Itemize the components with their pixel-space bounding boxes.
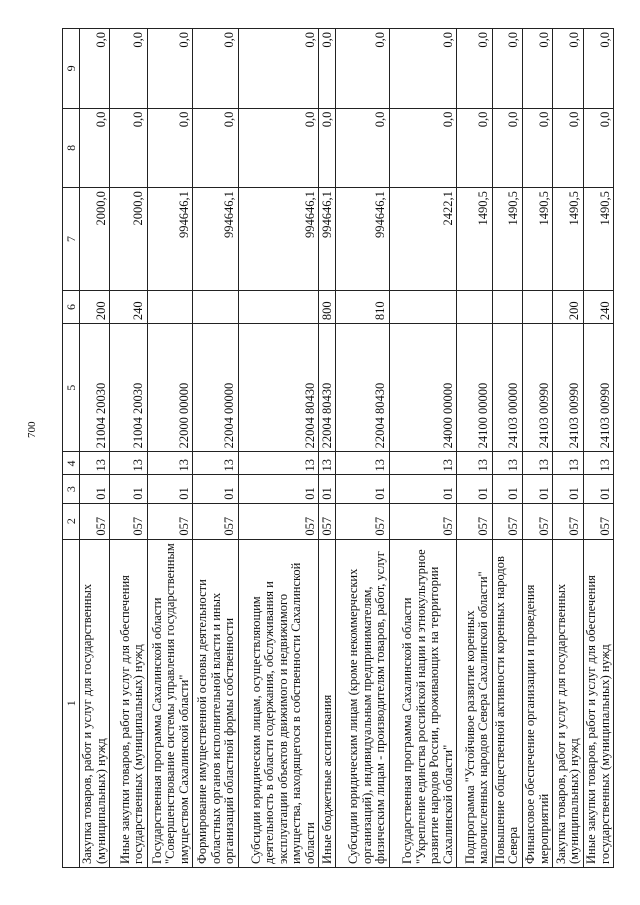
col-4: 13	[389, 452, 457, 475]
col-7: 2422,1	[389, 188, 457, 291]
header-cell: 9	[63, 29, 80, 109]
col-8: 0,0	[389, 108, 457, 188]
col-9: 0,0	[110, 29, 147, 109]
col-2: 057	[147, 503, 192, 539]
col-8: 0,0	[319, 108, 336, 188]
col-2: 057	[80, 503, 110, 539]
row-name: Субсидии юридическим лицам, осуществляющим деятельность в области содержания, обслуживания и эксплуатации объектов движимого и недвижимого имущества, находящегося в собственности Сахалинской области	[238, 539, 319, 867]
col-2: 057	[492, 503, 522, 539]
col-8: 0,0	[193, 108, 238, 188]
budget-table	[62, 28, 614, 868]
col-8: 0,0	[583, 108, 613, 188]
col-4: 13	[583, 452, 613, 475]
col-9: 0,0	[492, 29, 522, 109]
col-3: 01	[553, 475, 583, 503]
header-cell: 8	[63, 108, 80, 188]
col-2: 057	[457, 503, 492, 539]
row-name: Иные закупки товаров, работ и услуг для обеспечения государственных (муниципальных) нужд	[583, 539, 613, 867]
col-4: 13	[319, 452, 336, 475]
col-7: 994646,1	[238, 188, 319, 291]
col-9: 0,0	[238, 29, 319, 109]
table-row	[457, 29, 492, 868]
row-name: Иные закупки товаров, работ и услуг для обеспечения государственных (муниципальных) нужд	[110, 539, 147, 867]
row-name: Подпрограмма "Устойчивое развитие коренных малочисленных народов Севера Сахалинской области"	[457, 539, 492, 867]
col-9: 0,0	[147, 29, 192, 109]
header-cell: 4	[63, 452, 80, 475]
header-cell: 6	[63, 290, 80, 323]
col-5: 21004 20030	[80, 324, 110, 452]
table-row	[147, 29, 192, 868]
col-5: 22004 80430	[238, 324, 319, 452]
col-3: 01	[492, 475, 522, 503]
col-4: 13	[193, 452, 238, 475]
col-6	[389, 290, 457, 323]
col-3: 01	[389, 475, 457, 503]
col-5: 22004 00000	[193, 324, 238, 452]
col-3: 01	[522, 475, 552, 503]
page-number: 700	[26, 421, 38, 438]
col-6	[238, 290, 319, 323]
col-7: 994646,1	[319, 188, 336, 291]
col-3: 01	[147, 475, 192, 503]
row-name: Формирование имущественной основы деятельности областных органов исполнительной власти и иных организаций областной формы собственности	[193, 539, 238, 867]
row-name: Повышение общественной активности коренных народов Севера	[492, 539, 522, 867]
col-2: 057	[389, 503, 457, 539]
row-name: Закупка товаров, работ и услуг для государственных (муниципальных) нужд	[80, 539, 110, 867]
col-8: 0,0	[238, 108, 319, 188]
col-6: 810	[336, 290, 390, 323]
col-7: 1490,5	[492, 188, 522, 291]
table-row	[80, 29, 110, 868]
col-9: 0,0	[319, 29, 336, 109]
col-5: 24103 00000	[492, 324, 522, 452]
row-name: Субсидии юридическим лицам (кроме некоммерческих организаций), индивидуальным предпринимателям, физическим лицам - производителям товаров, работ, услуг	[336, 539, 390, 867]
col-7: 1490,5	[522, 188, 552, 291]
col-2: 057	[583, 503, 613, 539]
header-cell: 5	[63, 324, 80, 452]
col-6	[522, 290, 552, 323]
col-6	[147, 290, 192, 323]
col-3: 01	[583, 475, 613, 503]
table-row	[583, 29, 613, 868]
col-7: 2000,0	[110, 188, 147, 291]
col-9: 0,0	[193, 29, 238, 109]
table-row	[553, 29, 583, 868]
col-8: 0,0	[147, 108, 192, 188]
row-name: Государственная программа Сахалинской области "Укрепление единства российской нации и этнокультурное развитие народов России, проживающих на территории Сахалинской области"	[389, 539, 457, 867]
col-3: 01	[319, 475, 336, 503]
col-4: 13	[238, 452, 319, 475]
header-cell: 3	[63, 475, 80, 503]
table-row	[492, 29, 522, 868]
col-3: 01	[238, 475, 319, 503]
col-2: 057	[110, 503, 147, 539]
col-9: 0,0	[80, 29, 110, 109]
col-6	[193, 290, 238, 323]
table-row	[319, 29, 336, 868]
col-6: 800	[319, 290, 336, 323]
col-5: 24103 00990	[553, 324, 583, 452]
col-2: 057	[193, 503, 238, 539]
table-row	[336, 29, 390, 868]
col-7: 994646,1	[147, 188, 192, 291]
col-2: 057	[336, 503, 390, 539]
col-5: 21004 20030	[110, 324, 147, 452]
col-9: 0,0	[457, 29, 492, 109]
col-4: 13	[147, 452, 192, 475]
col-3: 01	[110, 475, 147, 503]
col-5: 24103 00990	[522, 324, 552, 452]
col-7: 1490,5	[457, 188, 492, 291]
col-4: 13	[492, 452, 522, 475]
col-2: 057	[553, 503, 583, 539]
col-5: 22004 80430	[336, 324, 390, 452]
col-8: 0,0	[553, 108, 583, 188]
rotated-page	[62, 28, 614, 868]
header-row	[63, 29, 80, 868]
col-5: 24103 00990	[583, 324, 613, 452]
col-6	[492, 290, 522, 323]
col-9: 0,0	[336, 29, 390, 109]
col-9: 0,0	[553, 29, 583, 109]
row-name: Финансовое обеспечение организации и проведения мероприятий	[522, 539, 552, 867]
col-4: 13	[457, 452, 492, 475]
col-9: 0,0	[389, 29, 457, 109]
col-6: 240	[110, 290, 147, 323]
col-8: 0,0	[457, 108, 492, 188]
col-6: 200	[553, 290, 583, 323]
col-3: 01	[336, 475, 390, 503]
col-8: 0,0	[336, 108, 390, 188]
table-body	[80, 29, 614, 868]
col-7: 1490,5	[553, 188, 583, 291]
row-name: Закупка товаров, работ и услуг для государственных (муниципальных) нужд	[553, 539, 583, 867]
header-cell: 7	[63, 188, 80, 291]
col-2: 057	[319, 503, 336, 539]
table-row	[193, 29, 238, 868]
col-4: 13	[80, 452, 110, 475]
table-row	[522, 29, 552, 868]
col-5: 24000 00000	[389, 324, 457, 452]
table-row	[389, 29, 457, 868]
table-row	[238, 29, 319, 868]
col-8: 0,0	[110, 108, 147, 188]
row-name: Иные бюджетные ассигнования	[319, 539, 336, 867]
col-8: 0,0	[522, 108, 552, 188]
col-9: 0,0	[583, 29, 613, 109]
header-cell: 2	[63, 503, 80, 539]
col-3: 01	[80, 475, 110, 503]
col-9: 0,0	[522, 29, 552, 109]
col-7: 994646,1	[193, 188, 238, 291]
col-3: 01	[457, 475, 492, 503]
col-7: 1490,5	[583, 188, 613, 291]
col-3: 01	[193, 475, 238, 503]
col-6: 240	[583, 290, 613, 323]
col-8: 0,0	[492, 108, 522, 188]
col-4: 13	[553, 452, 583, 475]
header-cell: 1	[63, 539, 80, 867]
col-4: 13	[522, 452, 552, 475]
col-6: 200	[80, 290, 110, 323]
col-8: 0,0	[80, 108, 110, 188]
col-4: 13	[110, 452, 147, 475]
col-7: 994646,1	[336, 188, 390, 291]
col-7: 2000,0	[80, 188, 110, 291]
col-5: 22000 00000	[147, 324, 192, 452]
row-name: Государственная программа Сахалинской области "Совершенствование системы управления государственным имуществом Сахалинской области"	[147, 539, 192, 867]
col-2: 057	[522, 503, 552, 539]
col-5: 22004 80430	[319, 324, 336, 452]
col-2: 057	[238, 503, 319, 539]
col-5: 24100 00000	[457, 324, 492, 452]
col-6	[457, 290, 492, 323]
col-4: 13	[336, 452, 390, 475]
table-row	[110, 29, 147, 868]
